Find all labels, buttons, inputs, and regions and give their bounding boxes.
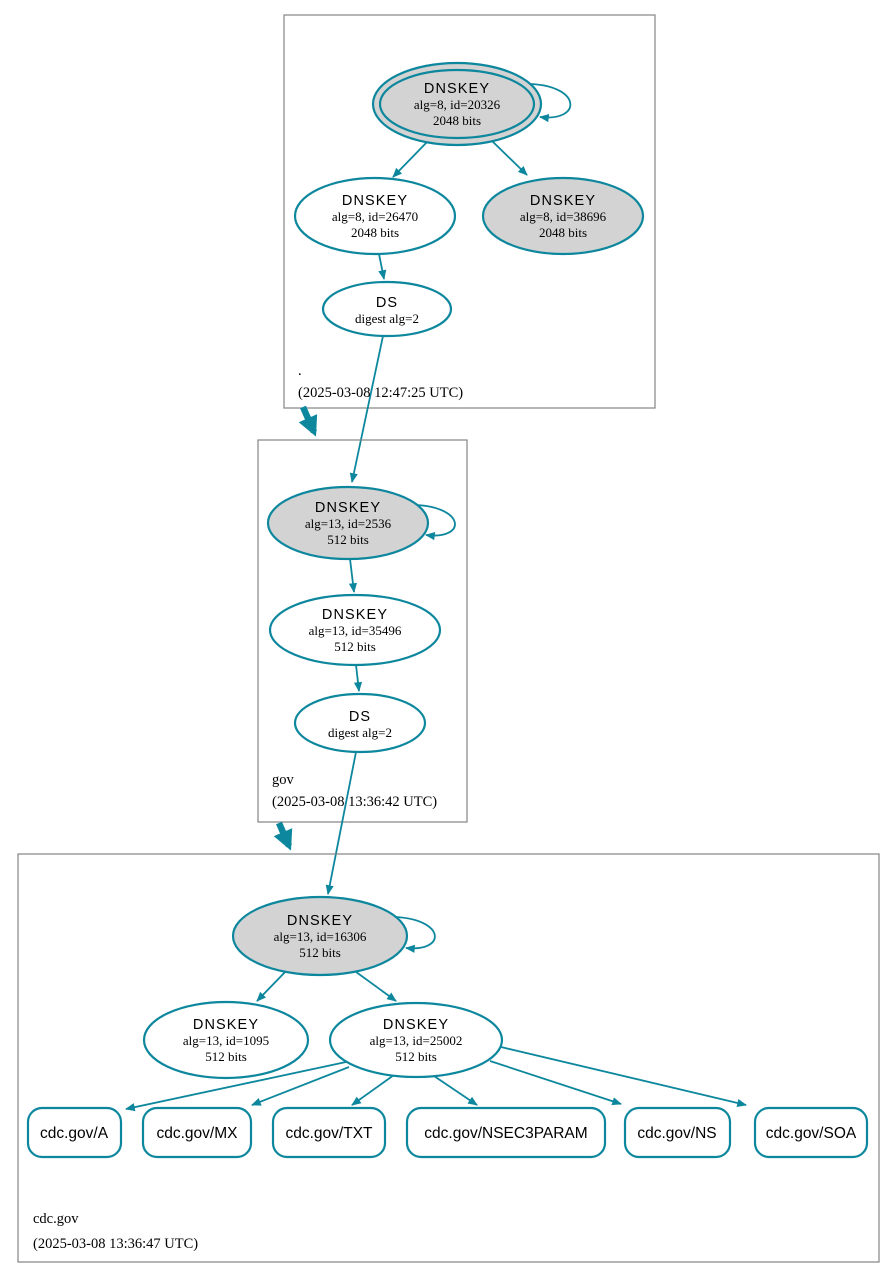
rrset-ns-label: cdc.gov/NS <box>637 1125 717 1142</box>
dnskey-2536-title: DNSKEY <box>314 500 382 516</box>
rrset-cdc-gov-a[interactable] <box>28 1108 121 1157</box>
dnskey-1095-detail: alg=13, id=1095 <box>182 1033 270 1048</box>
edge-cdc-ksk-to-key2 <box>257 969 288 1001</box>
edge-root-ksk-to-key3 <box>491 140 527 175</box>
edge-cdc-zsk-to-nsec3param <box>434 1076 477 1105</box>
rrset-mx-label: cdc.gov/MX <box>156 1125 238 1142</box>
dnskey-38696-size: 2048 bits <box>538 225 588 240</box>
node-dnskey-38696[interactable] <box>483 178 643 254</box>
dnskey-35496-size: 512 bits <box>334 639 376 654</box>
zone-cdc-gov-name: cdc.gov <box>33 1211 79 1227</box>
dnskey-25002-detail: alg=13, id=25002 <box>369 1033 463 1048</box>
zone-gov <box>258 440 467 894</box>
edge-root-ds-to-gov-ksk <box>352 336 383 482</box>
node-dnskey-1095[interactable] <box>144 1002 308 1078</box>
ds-root-title: DS <box>375 295 399 311</box>
dnskey-2536-size: 512 bits <box>327 532 369 547</box>
dnskey-20326-detail: alg=8, id=20326 <box>413 97 501 112</box>
node-dnskey-26470[interactable] <box>295 178 455 254</box>
node-ds-root[interactable] <box>323 282 451 336</box>
delegation-arrow-root-to-gov <box>303 407 314 432</box>
rrset-a-label: cdc.gov/A <box>39 1125 109 1142</box>
rrset-txt-label: cdc.gov/TXT <box>285 1125 373 1142</box>
edge-cdc-zsk-to-ns <box>490 1061 621 1104</box>
dnskey-38696-detail: alg=8, id=38696 <box>519 209 607 224</box>
edge-cdc-zsk-to-txt <box>352 1075 394 1105</box>
zone-gov-name: gov <box>272 772 294 788</box>
dnskey-1095-size: 512 bits <box>205 1049 247 1064</box>
zone-cdc-gov-timestamp: (2025-03-08 13:36:47 UTC) <box>33 1236 199 1252</box>
dnskey-2536-detail: alg=13, id=2536 <box>304 516 392 531</box>
rrset-cdc-gov-nsec3param[interactable] <box>407 1108 605 1157</box>
zone-root-timestamp: (2025-03-08 12:47:25 UTC) <box>298 385 464 401</box>
dnskey-20326-title: DNSKEY <box>423 81 491 97</box>
dnskey-25002-size: 512 bits <box>395 1049 437 1064</box>
dnskey-26470-title: DNSKEY <box>341 193 409 209</box>
ds-gov-title: DS <box>348 709 372 725</box>
edge-gov-ksk-to-zsk <box>350 559 354 592</box>
edge-gov-ds-to-cdc-ksk <box>328 752 356 894</box>
node-ds-gov[interactable] <box>295 694 425 752</box>
dnskey-25002-title: DNSKEY <box>382 1017 450 1033</box>
ds-root-detail: digest alg=2 <box>354 311 420 326</box>
dnskey-20326-size: 2048 bits <box>432 113 482 128</box>
dnskey-16306-size: 512 bits <box>299 945 341 960</box>
dnskey-26470-detail: alg=8, id=26470 <box>331 209 419 224</box>
rrset-cdc-gov-ns[interactable] <box>625 1108 730 1157</box>
rrset-nsec3param-label: cdc.gov/NSEC3PARAM <box>424 1125 588 1142</box>
zone-root <box>284 15 655 482</box>
node-dnskey-16306[interactable] <box>233 897 407 975</box>
zone-gov-timestamp: (2025-03-08 13:36:42 UTC) <box>272 794 438 810</box>
rrset-cdc-gov-txt[interactable] <box>273 1108 385 1157</box>
dnskey-16306-title: DNSKEY <box>286 913 354 929</box>
dnskey-16306-detail: alg=13, id=16306 <box>273 929 367 944</box>
zone-root-name: . <box>298 363 302 379</box>
rrset-cdc-gov-soa[interactable] <box>755 1108 867 1157</box>
node-dnskey-35496[interactable] <box>270 595 440 665</box>
dnskey-26470-size: 2048 bits <box>350 225 400 240</box>
edge-root-ksk-to-zsk <box>393 141 428 177</box>
dnskey-35496-title: DNSKEY <box>321 607 389 623</box>
rrset-cdc-gov-mx[interactable] <box>143 1108 251 1157</box>
node-dnskey-20326[interactable] <box>373 63 541 145</box>
node-dnskey-2536[interactable] <box>268 487 428 559</box>
dnskey-38696-title: DNSKEY <box>529 193 597 209</box>
dnskey-35496-detail: alg=13, id=35496 <box>308 623 402 638</box>
dnskey-1095-title: DNSKEY <box>192 1017 260 1033</box>
edge-gov-zsk-to-ds <box>356 665 359 691</box>
ds-gov-detail: digest alg=2 <box>327 725 393 740</box>
zone-cdc-gov <box>18 854 879 1262</box>
delegation-arrow-gov-to-cdc-gov <box>279 823 289 846</box>
edge-cdc-ksk-to-zsk <box>352 969 396 1001</box>
edge-root-zsk-to-ds <box>379 254 384 279</box>
node-dnskey-25002[interactable] <box>330 1003 502 1077</box>
rrset-soa-label: cdc.gov/SOA <box>765 1125 857 1142</box>
